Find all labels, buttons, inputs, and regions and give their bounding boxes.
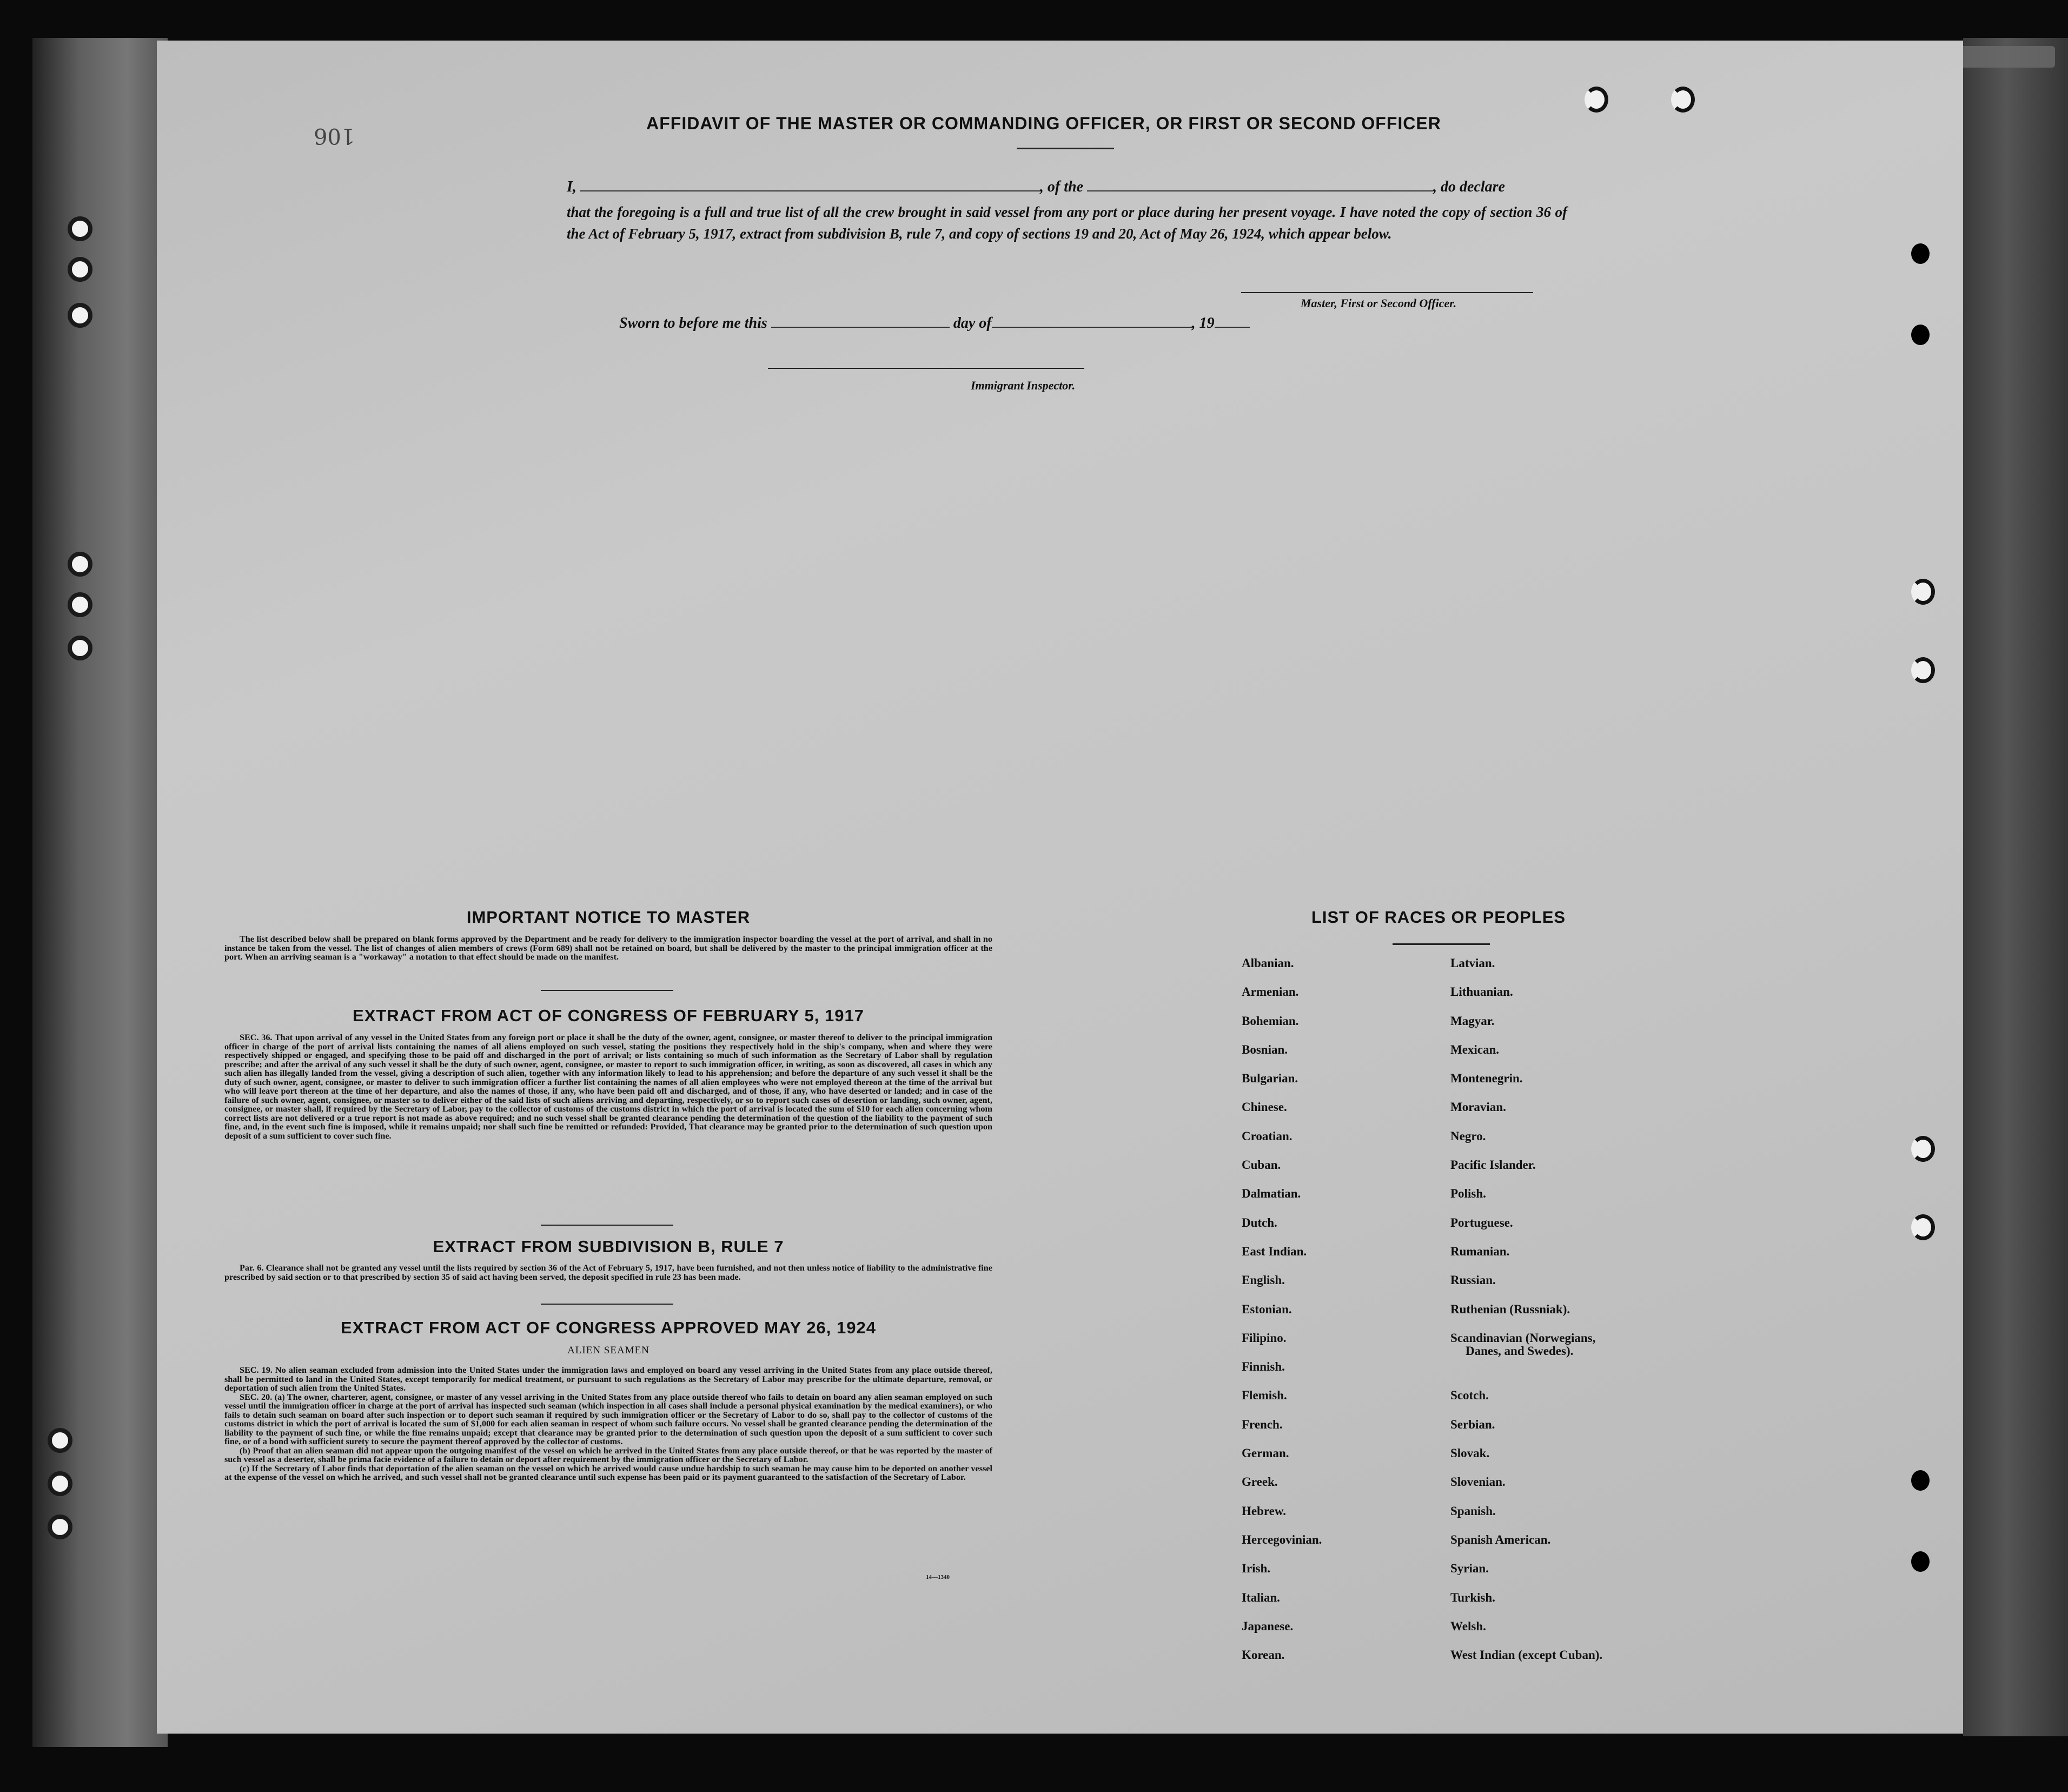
race-item: German. <box>1242 1446 1289 1460</box>
race-item: Latvian. <box>1450 956 1495 970</box>
punch-hole <box>68 216 92 241</box>
notice-text <box>224 935 992 962</box>
affidavit-do-declare: , do declare <box>1433 178 1505 195</box>
race-item: Italian. <box>1242 1590 1280 1604</box>
race-item: Spanish American. <box>1450 1532 1551 1546</box>
affidavit-i-label: I, <box>567 178 576 195</box>
race-item: Ruthenian (Russniak). <box>1450 1302 1570 1316</box>
race-item: Bohemian. <box>1242 1014 1299 1028</box>
race-item: Hebrew. <box>1242 1504 1286 1518</box>
punch-hole <box>1911 1470 1930 1491</box>
punch-hole <box>1911 1136 1935 1162</box>
race-item: Russian. <box>1450 1273 1496 1287</box>
punch-hole <box>1911 243 1930 264</box>
divider <box>541 1304 673 1305</box>
affidavit-of-the: , of the <box>1039 178 1084 195</box>
punch-hole <box>1911 1214 1935 1240</box>
race-item: Serbian. <box>1450 1417 1495 1431</box>
extract-rule7-text <box>224 1264 992 1281</box>
race-item: Flemish. <box>1242 1388 1287 1403</box>
race-item: Negro. <box>1450 1129 1486 1143</box>
year-blank <box>1215 326 1250 328</box>
race-item: East Indian. <box>1242 1244 1307 1258</box>
race-item: Cuban. <box>1242 1158 1281 1172</box>
race-item: Slovak. <box>1450 1446 1490 1460</box>
punch-hole <box>68 552 92 577</box>
punch-hole <box>68 303 92 328</box>
signature-label: Master, First or Second Officer. <box>1301 296 1457 310</box>
section-36-paragraph: SEC. 36. That upon arrival of any vessel in the United States from any foreign port or place it shall be the duty of the owner, agent, consignee, or master thereof to deliver to the principal immigration officer in charge of the port of arrival lists containing the names of all aliens employed on such vessel, stating the positions they respectively hold in the ship's company, when and where they were respectively shipped or engaged, and specifying those to be paid off and discharged in the port of arrival; or lists containing so much of such information as the Secretary of Labor shall by regulation prescribe; and after the arrival of any such vessel it shall be the duty of such owner, agent, consignee, or master to report to such immigration officer, in writing, as soon as discovered, all cases in which any such alien has illegally landed from the vessel, giving a description of such alien, together with any information likely to lead to his apprehension; and before the departure of any such vessel it shall be the duty of such owner, agent, consignee, or master to deliver to such immigration officer a further list containing the names of all alien employees who were not employed thereon at the time of the arrival but who will leave port thereon at the time of her departure, and also the names of those, if any, who have been paid off and discharged, and of those, if any, who have deserted or landed; and in case of the failure of such owner, agent, consignee, or master so to deliver either of the said lists of such aliens arriving and departing, respectively, or so to report such cases of desertion or landing, such owner, agent, consignee, or master shall, if required by the Secretary of Labor, pay to the collector of customs of the customs district in which the port of arrival is located the sum of $10 for each alien concerning whom correct lists are not delivered or a true report is not made as above required; and no such vessel shall be granted clearance pending the determination of the question of the liability to the payment of such fine, and, in the event such fine is imposed, while it remains unpaid; nor shall such fine be remitted or refunded: Provided, That clearance may be granted prior to the determination of such question upon deposit of a sum sufficient to cover such fine. <box>224 1033 992 1141</box>
sworn-prefix: Sworn to before me this <box>619 315 767 332</box>
section-19-paragraph: SEC. 19. No alien seaman excluded from admission into the United States under the immigration laws and employed on board any vessel arriving in the United States from any place outside thereof, shall be permitted to land in the United States, except temporarily for medical treatment, or pursuant to such regulations as the Secretary of Labor may prescribe for the ultimate departure, removal, or deportation of such alien from the United States. <box>224 1365 992 1393</box>
punch-hole <box>1911 325 1930 345</box>
paragraph-6: Par. 6. Clearance shall not be granted any vessel until the lists required by section 36 of the Act of February 5, 1917, have been furnished, and not then unless notice of liability to the administrative fine prescribed by said section or to that prescribed by section 35 of said act having been served, the deposit specified in rule 23 has been made. <box>224 1263 992 1282</box>
form-number: 14—1340 <box>926 1574 950 1581</box>
race-item: Polish. <box>1450 1187 1486 1201</box>
races-title: LIST OF RACES OR PEOPLES <box>1311 908 1566 927</box>
vessel-blank <box>1087 190 1433 191</box>
affidavit-title: AFFIDAVIT OF THE MASTER OR COMMANDING OFFICER, OR FIRST OR SECOND OFFICER <box>646 114 1441 133</box>
race-item: Portuguese. <box>1450 1215 1513 1229</box>
sworn-day-of: day of <box>953 315 992 332</box>
month-blank <box>992 326 1192 328</box>
affidavit-declaration-line <box>567 178 1505 196</box>
race-item: Slovenian. <box>1450 1475 1506 1489</box>
race-item: Magyar. <box>1450 1014 1495 1028</box>
sworn-line <box>619 315 1250 332</box>
punch-hole <box>1671 87 1695 113</box>
race-item: Pacific Islander. <box>1450 1158 1536 1172</box>
punch-hole <box>1911 657 1935 683</box>
race-item: Turkish. <box>1450 1590 1495 1604</box>
race-item: Moravian. <box>1450 1100 1506 1114</box>
race-item: Chinese. <box>1242 1100 1287 1114</box>
scan-underlying-page-right <box>1963 38 2068 1736</box>
race-item: Korean. <box>1242 1648 1285 1662</box>
section-20a-paragraph: SEC. 20. (a) The owner, charterer, agent, consignee, or master of any vessel arriving in the United States from any place outside thereof who fails to detain on board any alien seaman employed on such vessel until the immigration officer in charge at the port of arrival has inspected such seaman (which inspection in all cases shall include a personal physical examination by the medical examiners), or who fails to detain such seaman on board after such inspection or to deport such seaman if required by such immigration officer or the Secretary of Labor to do so, shall pay to the collector of customs of the customs district in which the port of arrival is located the sum of $1,000 for each alien seaman in respect of whom such failure occurs. No vessel shall be granted clearance pending the determination of the liability to the payment of such fine, or while the fine remains unpaid; except that clearance may be granted prior to the determination of such question upon the deposit of a sum sufficient to cover such fine, or of a bond with sufficient surety to secure the payment thereof approved by the collector of customs. <box>224 1392 992 1446</box>
affidavit-body: that the foregoing is a full and true list of all the crew brought in said vessel from any port or place during her present voyage. I have noted the copy of section 36 of the Act of February 5, 1917, extract from subdivision B, rule 7, and copy of sections 19 and 20, Act of May 26, 1924, which appear below. <box>567 204 1567 242</box>
race-item: English. <box>1242 1273 1285 1287</box>
section-20b-paragraph: (b) Proof that an alien seaman did not appear upon the outgoing manifest of the vessel on which he arrived in the United States from any place outside thereof, or that he was reported by the master of such vessel as a deserter, shall be prima facie evidence of a failure to detain or deport after requirement by the immigration officer or the Secretary of Labor. <box>224 1445 992 1464</box>
races-left-column <box>1242 957 1322 1677</box>
punch-hole <box>48 1515 72 1539</box>
race-item: Dutch. <box>1242 1215 1277 1229</box>
extract-1917-text <box>224 1033 992 1140</box>
inspector-label: Immigrant Inspector. <box>971 379 1076 392</box>
race-item: Montenegrin. <box>1450 1072 1523 1086</box>
race-item: Hercegovinian. <box>1242 1532 1322 1546</box>
race-item: French. <box>1242 1417 1283 1431</box>
divider <box>541 990 673 991</box>
race-item-line: Danes, and Swedes). <box>1466 1344 1574 1358</box>
notice-title: IMPORTANT NOTICE TO MASTER <box>466 908 751 927</box>
divider <box>1393 943 1490 945</box>
race-item: Greek. <box>1242 1475 1278 1489</box>
race-item: Dalmatian. <box>1242 1187 1301 1201</box>
punch-hole <box>1911 579 1935 605</box>
punch-hole <box>68 592 92 617</box>
race-item: Irish. <box>1242 1562 1271 1576</box>
race-item: Lithuanian. <box>1450 985 1513 999</box>
race-item: Japanese. <box>1242 1619 1294 1633</box>
races-right-column <box>1450 957 1602 1677</box>
notice-paragraph: The list described below shall be prepared on blank forms approved by the Department and be ready for delivery to the immigration inspector boarding the vessel at the port of arrival, and shall in no instance be taken from the vessel. The list of changes of alien members of crews (Form 689) shall not be retained on board, but shall be delivered by the master to the principal immigration officer at the port. When an arriving seaman is a "workaway" a notation to that effect should be made on the manifest. <box>224 934 992 962</box>
punch-hole <box>68 257 92 282</box>
extract-1924-title: EXTRACT FROM ACT OF CONGRESS APPROVED MAY 26, 1924 <box>341 1318 876 1337</box>
extract-1917-title: EXTRACT FROM ACT OF CONGRESS OF FEBRUARY 5, 1917 <box>353 1006 864 1025</box>
sworn-year-prefix: , 19 <box>1191 315 1215 332</box>
extract-1924-text <box>224 1366 992 1482</box>
divider <box>1017 148 1114 149</box>
race-item: Filipino. <box>1242 1331 1287 1345</box>
punch-hole <box>48 1471 72 1496</box>
punch-hole <box>48 1428 72 1453</box>
section-20c-paragraph: (c) If the Secretary of Labor finds that deportation of the alien seaman on the vessel on which he arrived would cause undue hardship to such seaman he may cause him to be deported on another vessel at the expense of the vessel on which he arrived, and such vessel shall not be granted clearance until such expense has been paid or its payment guaranteed to the satisfaction of the Secretary of Labor. <box>224 1463 992 1482</box>
race-item: Albanian. <box>1242 956 1294 970</box>
punch-hole <box>1585 87 1608 113</box>
day-blank <box>771 326 950 328</box>
punch-hole <box>68 636 92 660</box>
race-item: Bosnian. <box>1242 1042 1288 1056</box>
extract-rule7-title: EXTRACT FROM SUBDIVISION B, RULE 7 <box>433 1237 784 1256</box>
punch-hole <box>1911 1551 1930 1572</box>
race-item: Armenian. <box>1242 985 1299 999</box>
name-blank <box>580 190 1040 191</box>
race-item: Rumanian. <box>1450 1244 1510 1258</box>
alien-seamen-subtitle: ALIEN SEAMEN <box>567 1345 649 1356</box>
race-item: Scotch. <box>1450 1388 1489 1403</box>
race-item-line: Scandinavian (Norwegians, <box>1450 1331 1596 1345</box>
race-item: Spanish. <box>1450 1504 1496 1518</box>
race-item: Croatian. <box>1242 1129 1292 1143</box>
signature-line <box>1241 292 1533 293</box>
race-item: Welsh. <box>1450 1619 1486 1633</box>
stamp-number: 106 <box>314 123 355 148</box>
race-item: Mexican. <box>1450 1042 1500 1056</box>
race-item: Bulgarian. <box>1242 1072 1298 1086</box>
race-item: Finnish. <box>1242 1360 1285 1374</box>
race-item: Estonian. <box>1242 1302 1292 1316</box>
race-item: Syrian. <box>1450 1562 1489 1576</box>
race-item-scandinavian <box>1450 1332 1602 1390</box>
race-item: West Indian (except Cuban). <box>1450 1648 1603 1662</box>
divider <box>541 1225 673 1226</box>
inspector-signature-line <box>768 368 1084 369</box>
